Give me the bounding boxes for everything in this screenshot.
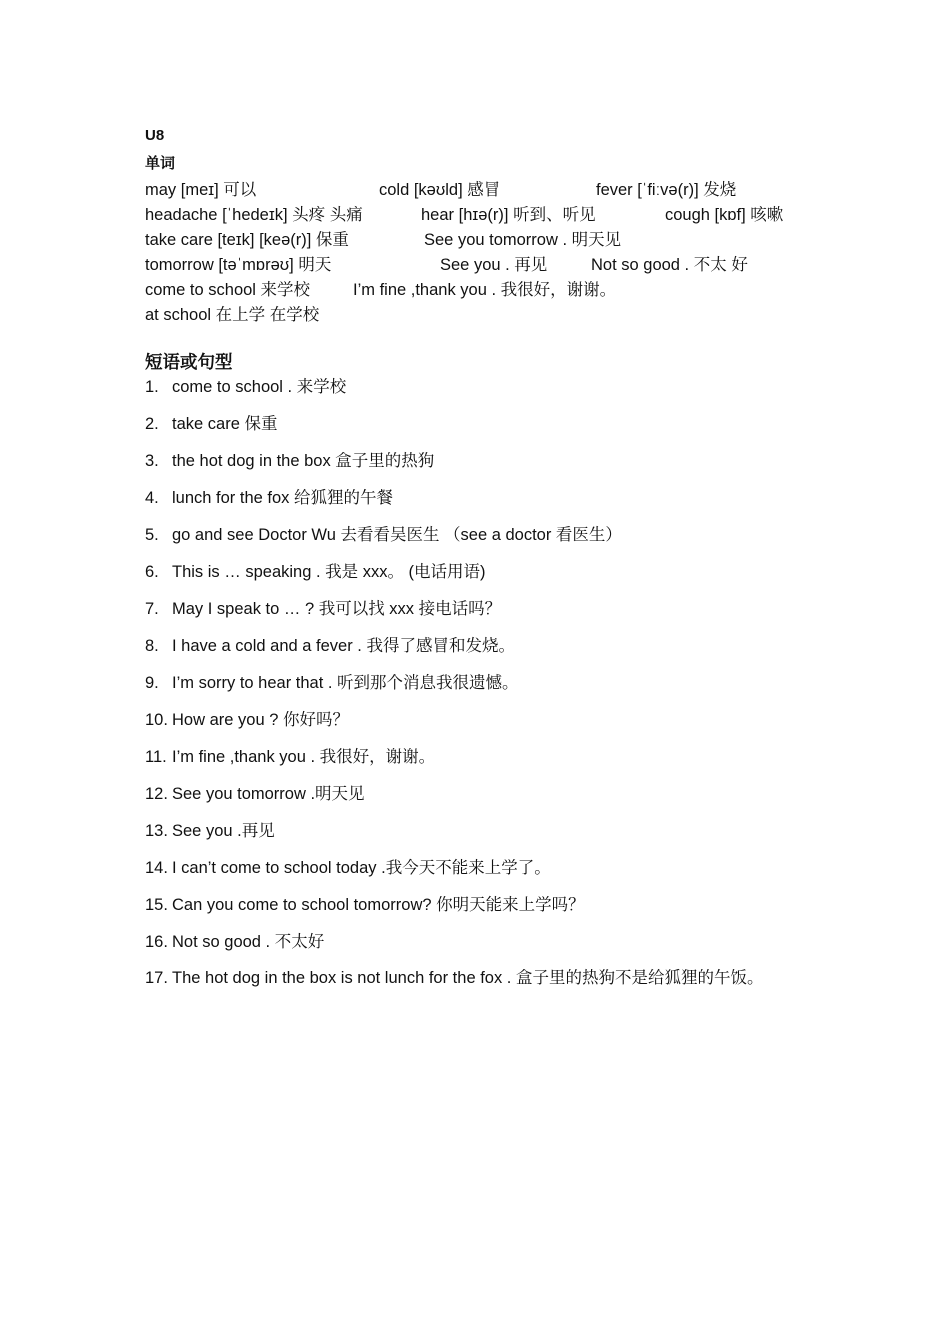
vocab-item-take-care: take care [teɪk] [keə(r)] 保重 xyxy=(145,231,349,249)
list-item xyxy=(145,856,551,880)
list-item xyxy=(145,412,277,436)
list-number: 7. xyxy=(145,600,159,618)
list-number: 14. xyxy=(145,859,168,877)
list-text: May I speak to … ? 我可以找 xxx 接电话吗？ xyxy=(172,600,502,618)
list-item xyxy=(145,523,622,547)
vocab-item-come-to-school: come to school 来学校 xyxy=(145,281,311,299)
list-number: 2. xyxy=(145,415,159,433)
list-number: 5. xyxy=(145,526,159,544)
vocab-item-may: may [meɪ] 可以 xyxy=(145,181,257,199)
list-number: 3. xyxy=(145,452,159,470)
list-number: 8. xyxy=(145,637,159,655)
list-number: 17. xyxy=(145,969,168,987)
vocab-item-hear: hear [hɪə(r)] 听到、听见 xyxy=(421,206,596,224)
list-number: 6. xyxy=(145,563,159,581)
list-item xyxy=(145,893,585,917)
list-text: How are you ? 你好吗？ xyxy=(172,711,349,729)
list-item xyxy=(145,959,825,997)
list-number: 16. xyxy=(145,933,168,951)
list-number: 12. xyxy=(145,785,168,803)
list-item xyxy=(145,671,519,695)
vocab-row xyxy=(0,176,950,200)
list-item xyxy=(145,597,501,621)
vocab-item-not-so-good: Not so good . 不太 好 xyxy=(591,256,748,274)
vocab-item-at-school: at school 在上学 在学校 xyxy=(145,306,320,324)
unit-title: U8 xyxy=(145,127,165,144)
list-item xyxy=(145,708,349,732)
list-text: lunch for the fox 给狐狸的午餐 xyxy=(172,489,393,507)
list-item xyxy=(145,560,486,584)
vocab-item-fever: fever [ˈfiːvə(r)] 发烧 xyxy=(596,181,737,199)
list-text: Can you come to school tomorrow? 你明天能来上学吗？ xyxy=(172,896,585,914)
list-text: go and see Doctor Wu 去看看吴医生 （see a doctor 看医生） xyxy=(172,526,622,544)
vocab-row xyxy=(0,201,950,225)
list-text: I have a cold and a fever . 我得了感冒和发烧。 xyxy=(172,637,515,655)
list-number: 15. xyxy=(145,896,168,914)
list-item xyxy=(145,486,393,510)
vocab-row xyxy=(0,301,950,325)
list-item xyxy=(145,930,324,954)
list-item xyxy=(145,819,275,843)
vocab-item-tomorrow: tomorrow [təˈmɒrəʊ] 明天 xyxy=(145,256,332,274)
vocab-item-headache: headache [ˈhedeɪk] 头疼 头痛 xyxy=(145,206,363,224)
list-number: 1. xyxy=(145,378,159,396)
list-text: the hot dog in the box 盒子里的热狗 xyxy=(172,452,435,470)
list-number: 13. xyxy=(145,822,168,840)
list-number: 11. xyxy=(145,748,167,766)
list-item xyxy=(145,745,435,769)
list-item xyxy=(145,375,346,399)
list-text: take care 保重 xyxy=(172,415,278,433)
list-text: See you tomorrow .明天见 xyxy=(172,785,365,803)
list-text: Not so good . 不太好 xyxy=(172,933,325,951)
phrases-heading: 短语或句型 xyxy=(145,352,233,372)
list-item xyxy=(145,449,434,473)
vocab-row xyxy=(0,251,950,275)
words-heading: 单词 xyxy=(145,155,176,172)
vocab-item-see-you-tomorrow: See you tomorrow . 明天见 xyxy=(424,231,622,249)
vocab-item-cold: cold [kəʊld] 感冒 xyxy=(379,181,501,199)
list-text: I’m fine ,thank you . 我很好，谢谢。 xyxy=(172,748,436,766)
list-number: 4. xyxy=(145,489,159,507)
vocab-item-cough: cough [kɒf] 咳嗽 xyxy=(665,206,784,224)
list-text: come to school . 来学校 xyxy=(172,378,347,396)
list-number: 10. xyxy=(145,711,168,729)
list-text: I’m sorry to hear that . 听到那个消息我很遗憾。 xyxy=(172,674,519,692)
vocab-item-im-fine: I’m fine ,thank you . 我很好，谢谢。 xyxy=(353,281,617,299)
list-text: See you .再见 xyxy=(172,822,275,840)
vocab-row xyxy=(0,276,950,300)
vocab-item-see-you: See you . 再见 xyxy=(440,256,548,274)
list-text: I can’t come to school today .我今天不能来上学了。 xyxy=(172,859,551,877)
list-item xyxy=(145,782,365,806)
list-text: The hot dog in the box is not lunch for the fox . 盒子里的热狗不是给狐狸的午饭。 xyxy=(172,969,764,987)
list-item xyxy=(145,634,515,658)
list-text: This is … speaking . 我是 xxx。 (电话用语) xyxy=(172,563,486,581)
list-number: 9. xyxy=(145,674,159,692)
vocab-row xyxy=(0,226,950,250)
